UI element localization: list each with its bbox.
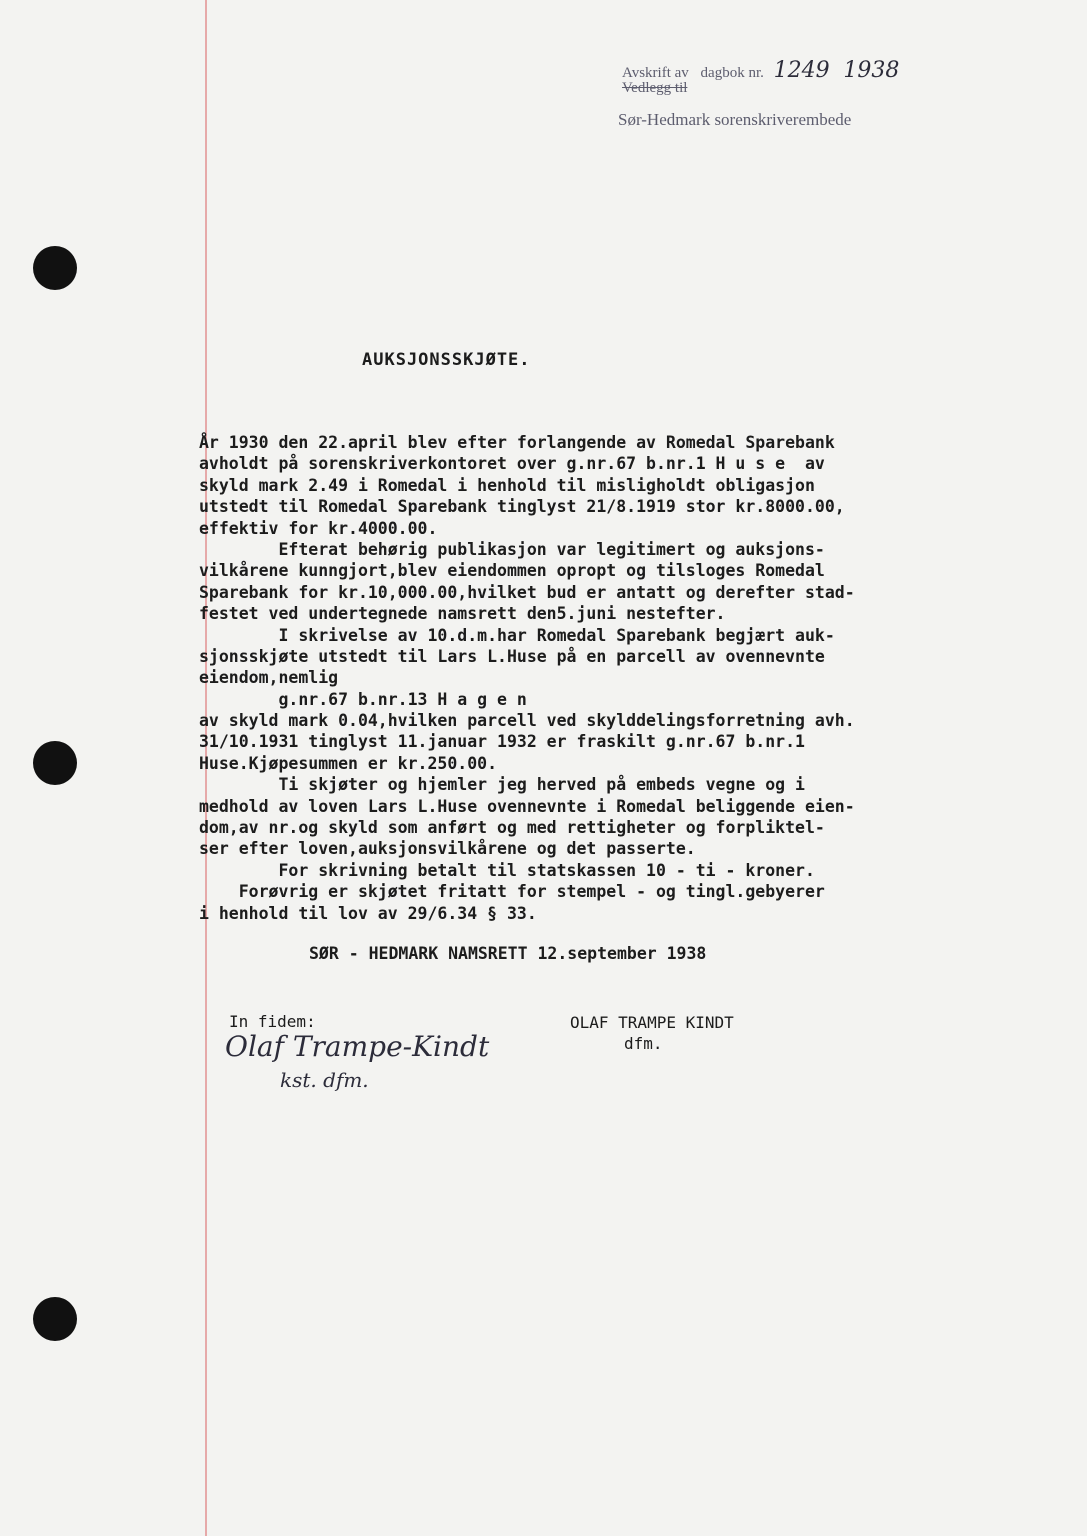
court-line: SØR - HEDMARK NAMSRETT 12.september 1938 xyxy=(309,944,707,963)
body-line: utstedt til Romedal Sparebank tinglyst 21/8.1919 stor kr.8000.00, xyxy=(199,497,845,517)
punch-hole-1 xyxy=(33,246,77,290)
body-line: År 1930 den 22.april blev efter forlangende av Romedal Sparebank xyxy=(199,433,835,452)
body-line: i henhold til lov av 29/6.34 § 33. xyxy=(199,903,537,923)
stamp-line-2 xyxy=(622,80,687,97)
body-line: Efterat behørig publikasjon var legitimert og auksjons- xyxy=(199,539,825,559)
body-line: g.nr.67 b.nr.13 H a g e n xyxy=(199,689,527,709)
body-line: vilkårene kunngjort,blev eiendommen opropt og tilsloges Romedal xyxy=(199,561,825,581)
document-body xyxy=(199,432,1039,924)
body-line: festet ved undertegnede namsrett den5.juni nestefter. xyxy=(199,604,726,624)
body-line: Sparebank for kr.10,000.00,hvilket bud er antatt og derefter stad- xyxy=(199,582,855,602)
body-line: medhold av loven Lars L.Huse ovennevnte i Romedal beliggende eien- xyxy=(199,796,855,816)
official-name: OLAF TRAMPE KINDT xyxy=(570,1013,734,1032)
body-line: ser efter loven,auksjonsvilkårene og det passerte. xyxy=(199,839,696,859)
stamp-dagbok-number: 1249 xyxy=(773,58,830,83)
body-line: skyld mark 2.49 i Romedal i henhold til misligholdt obligasjon xyxy=(199,475,815,495)
stamp-office: Sør-Hedmark sorenskriverembede xyxy=(618,110,852,129)
body-line: effektiv for kr.4000.00. xyxy=(199,518,438,538)
body-line: eiendom,nemlig xyxy=(199,668,339,688)
body-line: av skyld mark 0.04,hvilken parcell ved skylddelingsforretning avh. xyxy=(199,711,855,731)
stamp-prefix: Avskrift av xyxy=(622,65,689,81)
handwritten-signature: Olaf Trampe-Kindt xyxy=(225,1030,490,1063)
official-block xyxy=(570,1012,734,1054)
signature-title: kst. dfm. xyxy=(280,1068,369,1092)
body-line: For skrivning betalt til statskassen 10 - ti - kroner. xyxy=(199,860,815,880)
body-line: Huse.Kjøpesummen er kr.250.00. xyxy=(199,753,498,773)
punch-hole-2 xyxy=(33,741,77,785)
body-line: Ti skjøter og hjemler jeg herved på embeds vegne og i xyxy=(199,775,805,795)
body-line: avholdt på sorenskriverkontoret over g.nr.67 b.nr.1 H u s e av xyxy=(199,454,825,474)
body-line: 31/10.1931 tinglyst 11.januar 1932 er fraskilt g.nr.67 b.nr.1 xyxy=(199,732,805,752)
official-title: dfm. xyxy=(624,1034,663,1053)
stamp-struck-text: Vedlegg til xyxy=(622,80,688,96)
body-line: Forøvrig er skjøtet fritatt for stempel - og tingl.gebyerer xyxy=(199,882,825,902)
body-line: dom,av nr.og skyld som anført og med rettigheter og forpliktel- xyxy=(199,818,825,838)
punch-hole-3 xyxy=(33,1297,77,1341)
body-line: sjonsskjøte utstedt til Lars L.Huse på en parcell av ovennevnte xyxy=(199,646,825,666)
body-line: I skrivelse av 10.d.m.har Romedal Sparebank begjært auk- xyxy=(199,625,835,645)
in-fidem-label: In fidem: xyxy=(229,1012,316,1031)
stamp-year: 1938 xyxy=(843,58,900,83)
document-title: AUKSJONSSKJØTE. xyxy=(362,350,531,370)
stamp-dagbok-label: dagbok nr. xyxy=(700,65,764,81)
